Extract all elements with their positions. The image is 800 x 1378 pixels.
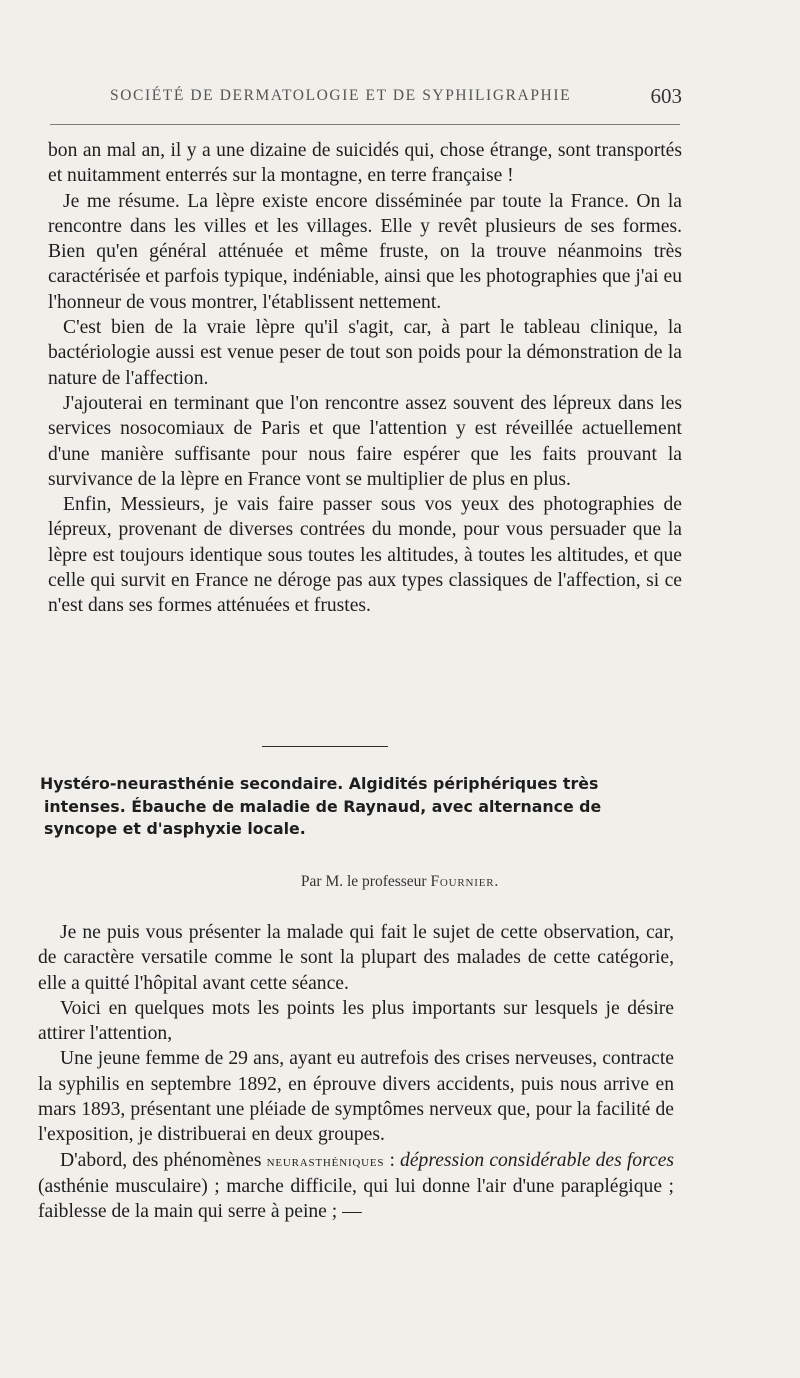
title-line: syncope et d'asphyxie locale. [44, 819, 306, 838]
running-head: SOCIÉTÉ DE DERMATOLOGIE ET DE SYPHILIGRAPHIE [110, 87, 572, 104]
paragraph [38, 1148, 674, 1225]
article-title [40, 773, 680, 841]
paragraph: C'est bien de la vraie lèpre qu'il s'agit, car, à part le tableau clinique, la bactériologie aussi est venue peser de tout son poids pour la démonstration de la nature de l'affection. [48, 317, 682, 389]
paragraph: Voici en quelques mots les points les plus importants sur lesquels je désire attirer l'attention, [38, 997, 674, 1045]
paragraph: Une jeune femme de 29 ans, ayant eu autrefois des crises nerveuses, contracte la syphilis en septembre 1892, en éprouve divers accidents, puis nous arrive en mars 1893, présentant une pléiade de symptômes nerveux que, pour la facilité de l'exposition, je distribuerai en deux groupes. [38, 1048, 674, 1146]
title-line: intenses. Ébauche de maladie de Raynaud, avec alternance de [44, 796, 602, 816]
small-caps-term: neurasthéniques [266, 1152, 385, 1170]
paragraph: Enfin, Messieurs, je vais faire passer sous vos yeux des photographies de lépreux, provenant de diverses contrées du monde, pour vous persuader que la lèpre est toujours identique sous toutes les altitudes, à toutes les altitudes, et que celle qui survit en France ne déroge pas aux types classiques de l'affection, si ce n'est dans ses formes atténuées et frustes. [48, 494, 682, 617]
section-separator [262, 746, 388, 747]
author-name: Fournier. [430, 873, 500, 890]
paragraph: bon an mal an, il y a une dizaine de suicidés qui, chose étrange, sont transportés et nuitamment enterrés sur la montagne, en terre française ! [48, 140, 682, 187]
article-body [38, 920, 674, 1225]
byline-prefix: Par M. le professeur [300, 873, 427, 890]
paragraph: Je ne puis vous présenter la malade qui fait le sujet de cette observation, car, de caractère versatile comme le sont la plupart des malades de cette catégorie, elle a quitté l'hôpital avant cette séance. [38, 922, 674, 994]
header-rule [50, 124, 680, 125]
byline [0, 873, 800, 891]
paragraph: Je me résume. La lèpre existe encore disséminée par toute la France. On la rencontre dans les villes et les villages. Elle y revêt plusieurs de ses formes. Bien qu'en général atténuée et même fruste, on la trouve néanmoins très caractérisée et parfois typique, indéniable, ainsi que les photographies que j'ai eu l'honneur de vous montrer, l'établissent nettement. [48, 190, 682, 313]
paragraph: J'ajouterai en terminant que l'on rencontre assez souvent des lépreux dans les services nosocomiaux de Paris et que l'attention y est réveillée actuellement d'une manière suffisante pour nous faire espérer que les faits prouvant la survivance de la lèpre en France vont se multiplier de plus en plus. [48, 392, 682, 490]
text-run: D'abord, des phénomènes [60, 1149, 262, 1171]
title-line: Hystéro-neurasthénie secondaire. Algidités périphériques très [40, 774, 599, 793]
text-run: : [384, 1149, 395, 1171]
previous-article-text [48, 138, 682, 619]
text-run: (asthénie musculaire) ; marche difficile, qui lui donne l'air d'une paraplégique ; faiblesse de la main qui serre à peine ; — [38, 1175, 674, 1223]
page-number: 603 [650, 84, 682, 108]
italic-term: dépression considérable des forces [400, 1149, 675, 1171]
